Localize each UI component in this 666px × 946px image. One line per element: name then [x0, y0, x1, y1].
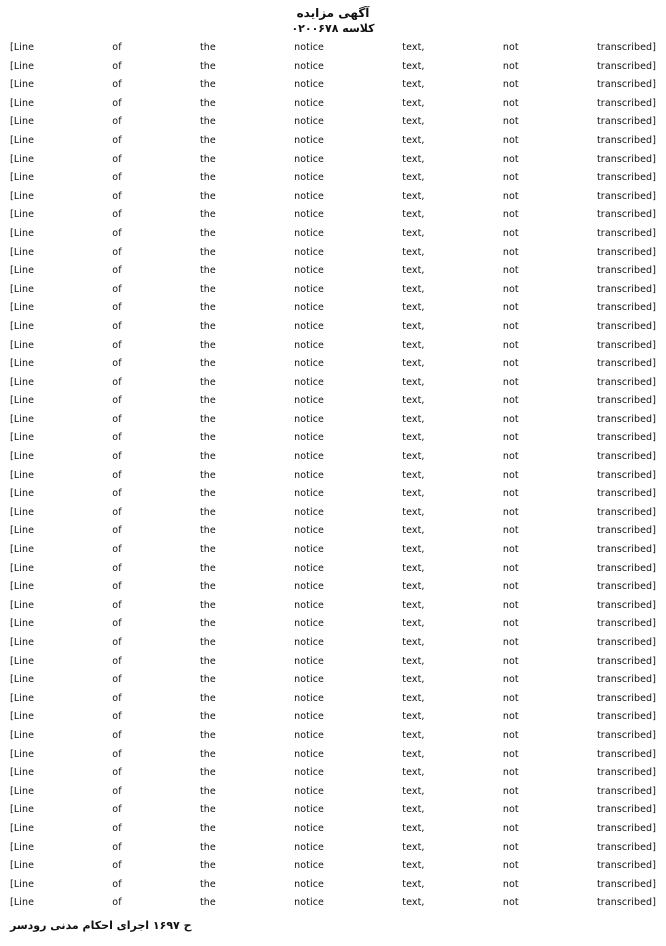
notice-body-line: [Line of the notice text, not transcribed]: [10, 599, 656, 611]
notice-body: [10, 39, 656, 913]
notice-body-line: [Line of the notice text, not transcribed]: [10, 283, 656, 295]
notice-body-line: [Line of the notice text, not transcribed]: [10, 134, 656, 146]
notice-body-line: [Line of the notice text, not transcribed]: [10, 395, 656, 407]
notice-body-line: [Line of the notice text, not transcribed]: [10, 488, 656, 500]
notice-body-line: [Line of the notice text, not transcribed]: [10, 320, 656, 332]
notice-body-line: [Line of the notice text, not transcribed]: [10, 451, 656, 463]
notice-signature: ح ۱۶۹۷ اجرای احکام مدنی رودسر: [10, 918, 192, 932]
notice-body-line: [Line of the notice text, not transcribed]: [10, 227, 656, 239]
notice-body-line: [Line of the notice text, not transcribed]: [10, 432, 656, 444]
notice-body-line: [Line of the notice text, not transcribed]: [10, 544, 656, 556]
notice-body-line: [Line of the notice text, not transcribed]: [10, 785, 656, 797]
notice-body-line: [Line of the notice text, not transcribed]: [10, 339, 656, 351]
notice-body-line: [Line of the notice text, not transcribed]: [10, 376, 656, 388]
notice-body-line: [Line of the notice text, not transcribed]: [10, 302, 656, 314]
notice-body-line: [Line of the notice text, not transcribed]: [10, 581, 656, 593]
notice-body-line: [Line of the notice text, not transcribed]: [10, 878, 656, 890]
notice-case-number: کلاسه ۰۲۰۰۶۷۸: [291, 22, 375, 35]
notice-body-line: [Line of the notice text, not transcribed]: [10, 413, 656, 425]
notice-body-line: [Line of the notice text, not transcribed]: [10, 711, 656, 723]
notice-body-line: [Line of the notice text, not transcribed]: [10, 841, 656, 853]
notice-body-line: [Line of the notice text, not transcribed]: [10, 767, 656, 779]
notice-body-line: [Line of the notice text, not transcribed]: [10, 469, 656, 481]
notice-body-line: [Line of the notice text, not transcribed]: [10, 897, 656, 909]
notice-body-line: [Line of the notice text, not transcribed]: [10, 60, 656, 72]
notice-body-line: [Line of the notice text, not transcribed]: [10, 525, 656, 537]
notice-body-line: [Line of the notice text, not transcribed]: [10, 42, 656, 53]
notice-body-line: [Line of the notice text, not transcribed]: [10, 618, 656, 630]
notice-body-line: [Line of the notice text, not transcribed]: [10, 209, 656, 221]
notice-body-line: [Line of the notice text, not transcribed]: [10, 822, 656, 834]
notice-body-line: [Line of the notice text, not transcribed]: [10, 358, 656, 370]
notice-body-line: [Line of the notice text, not transcribed]: [10, 674, 656, 686]
notice-body-line: [Line of the notice text, not transcribed]: [10, 153, 656, 165]
notice-body-line: [Line of the notice text, not transcribed]: [10, 748, 656, 760]
notice-body-line: [Line of the notice text, not transcribed]: [10, 860, 656, 872]
notice-body-line: [Line of the notice text, not transcribed]: [10, 116, 656, 128]
notice-body-line: [Line of the notice text, not transcribed]: [10, 562, 656, 574]
notice-body-line: [Line of the notice text, not transcribed]: [10, 246, 656, 258]
notice-body-line: [Line of the notice text, not transcribed]: [10, 79, 656, 91]
notice-body-line: [Line of the notice text, not transcribed]: [10, 190, 656, 202]
notice-body-line: [Line of the notice text, not transcribed]: [10, 506, 656, 518]
notice-body-line: [Line of the notice text, not transcribed]: [10, 655, 656, 667]
notice-body-line: [Line of the notice text, not transcribed]: [10, 637, 656, 648]
notice-title: آگهی مزایده: [296, 6, 370, 20]
notice-body-line: [Line of the notice text, not transcribed]: [10, 265, 656, 277]
notice-body-line: [Line of the notice text, not transcribed]: [10, 172, 656, 184]
notice-body-line: [Line of the notice text, not transcribed]: [10, 97, 656, 109]
notice-body-line: [Line of the notice text, not transcribed]: [10, 729, 656, 741]
notice-body-line: [Line of the notice text, not transcribed]: [10, 804, 656, 816]
notice-body-line: [Line of the notice text, not transcribed]: [10, 692, 656, 704]
